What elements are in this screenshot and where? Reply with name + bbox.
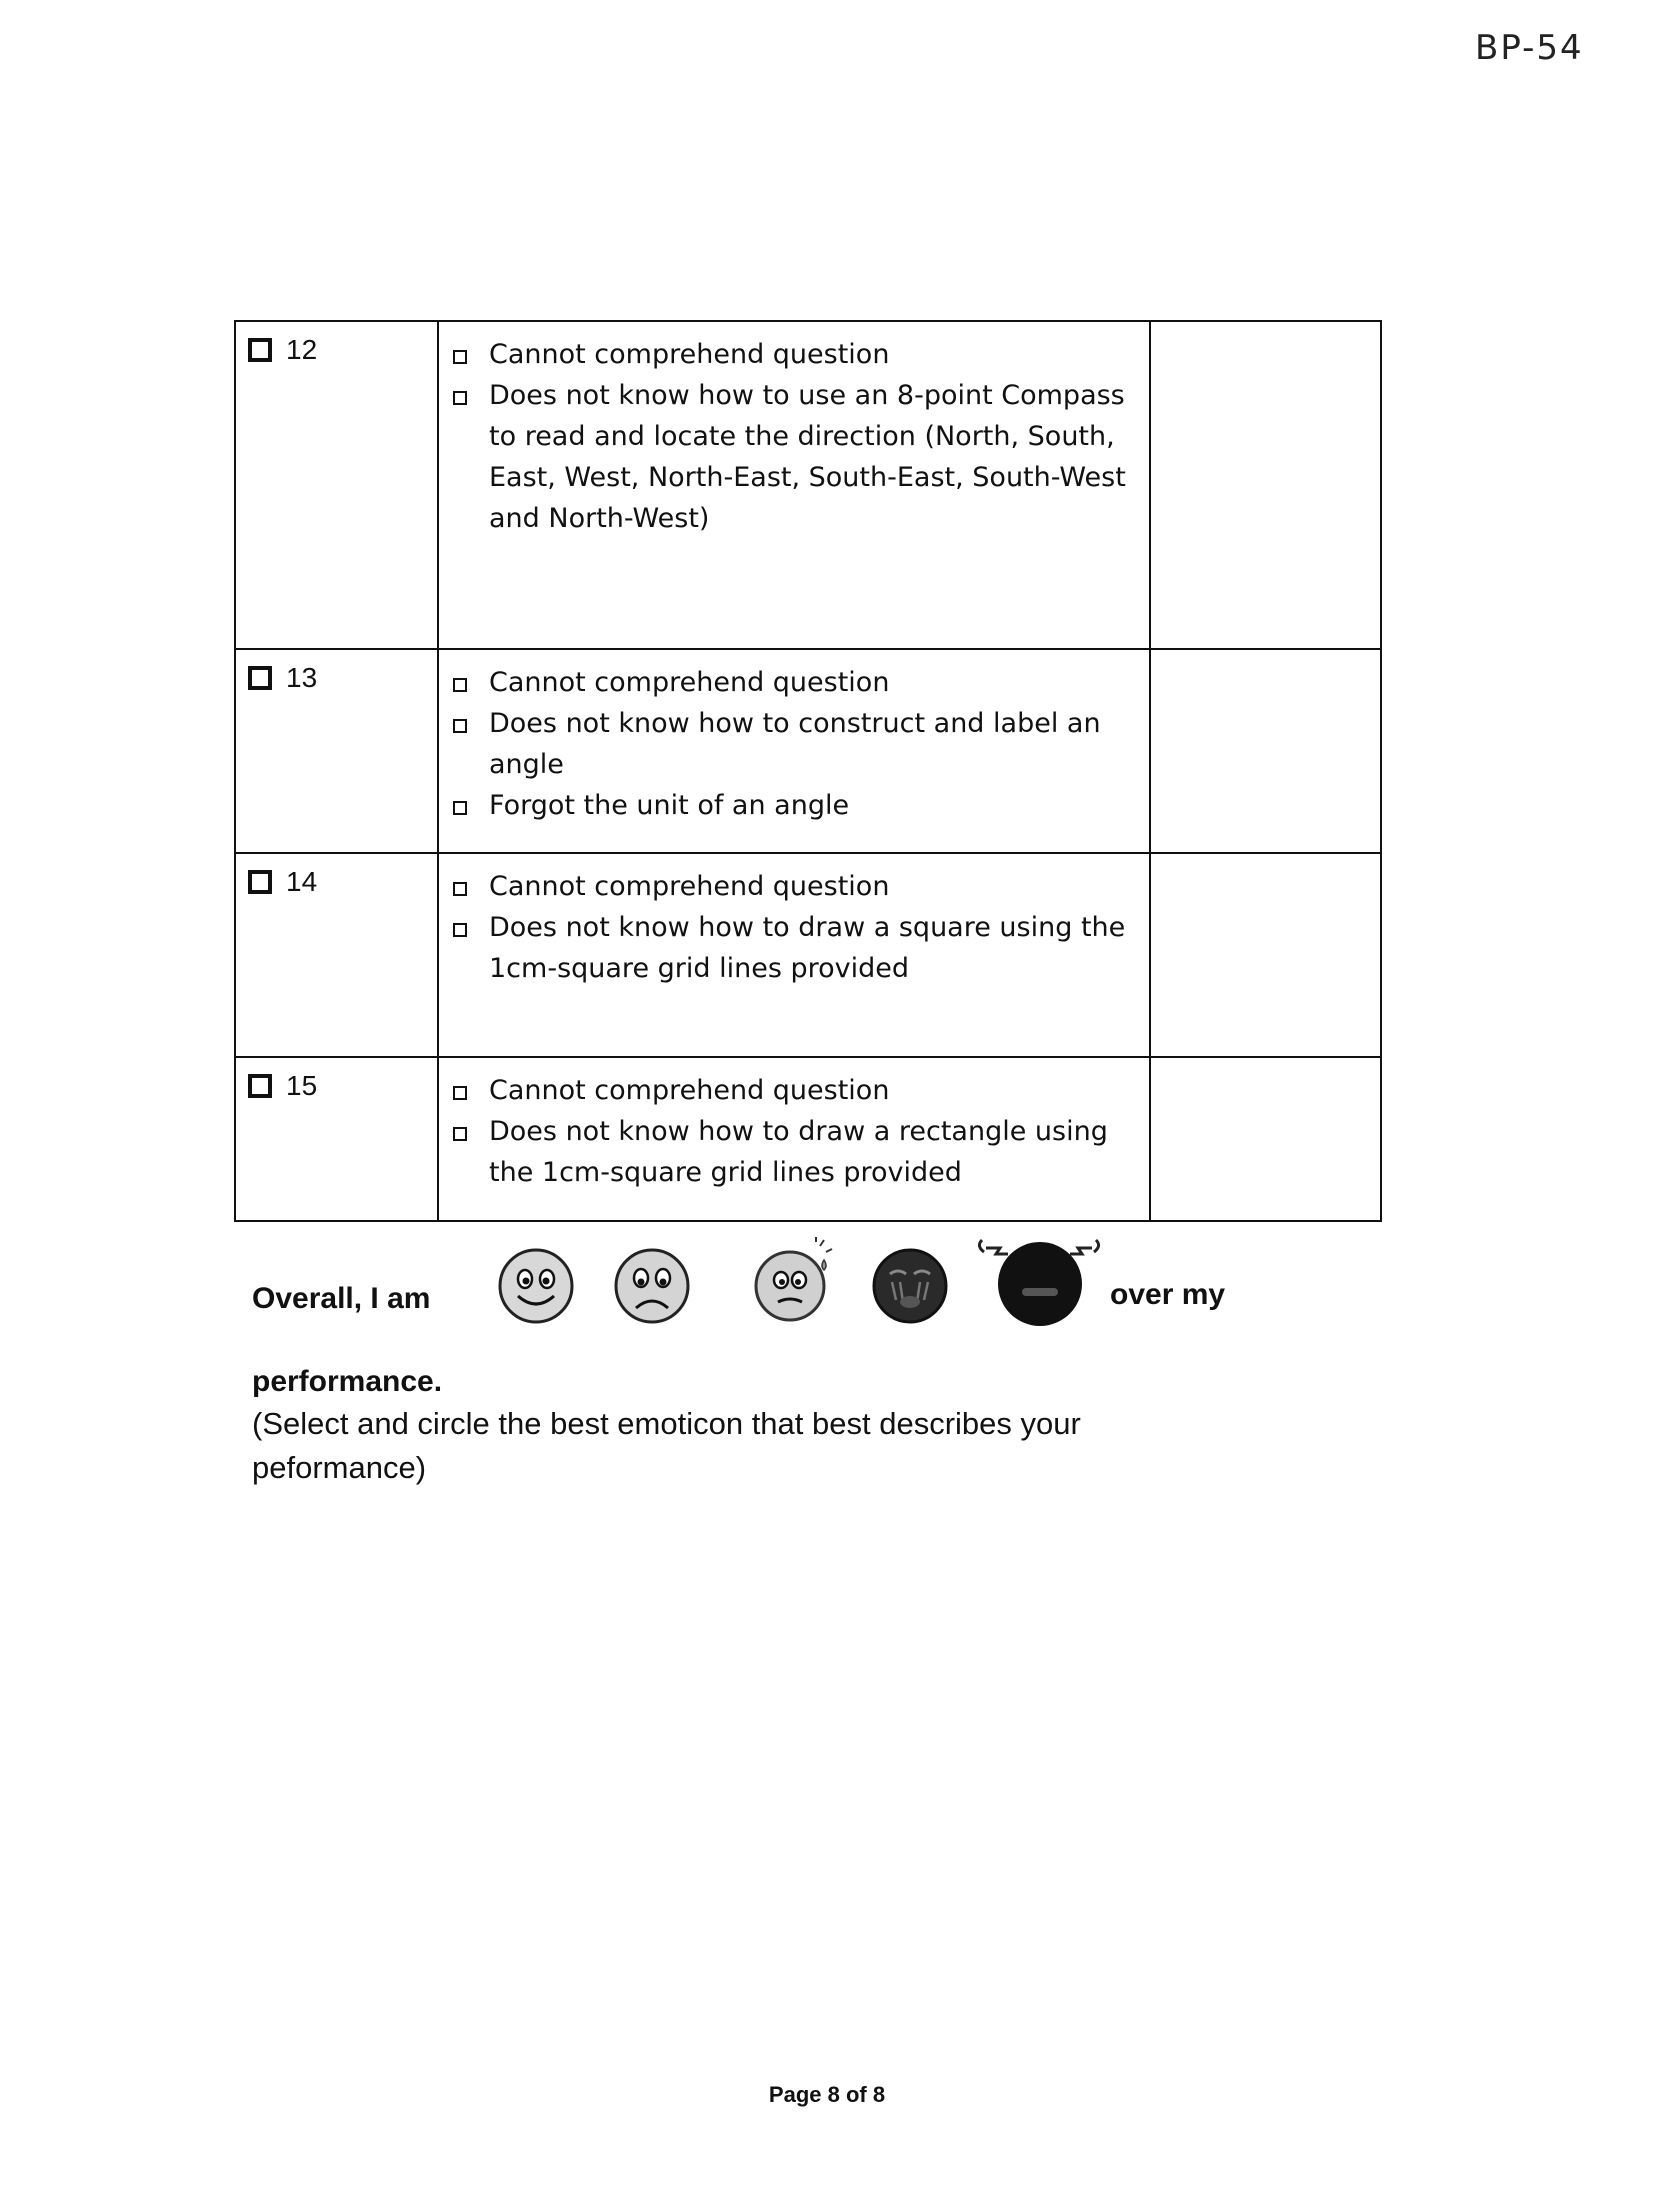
remarks-cell bbox=[1150, 1057, 1381, 1221]
reason-checkbox[interactable] bbox=[453, 923, 467, 937]
reason-checkbox[interactable] bbox=[453, 678, 467, 692]
question-cell bbox=[235, 1057, 438, 1221]
reason-text: Does not know how to use an 8-point Compass to read and locate the direction (North, South, East, West, North-East, South-East, South-West and North-West) bbox=[489, 380, 1126, 534]
reason-checkbox[interactable] bbox=[453, 719, 467, 733]
reason-checkbox[interactable] bbox=[453, 882, 467, 896]
rating-prefix: Overall, I am bbox=[252, 1282, 431, 1315]
question-number: 13 bbox=[286, 662, 318, 693]
emoticon-row bbox=[496, 1230, 1116, 1340]
crying-face-icon[interactable] bbox=[868, 1246, 952, 1326]
table-row bbox=[235, 321, 1381, 649]
reason-checkbox[interactable] bbox=[453, 1127, 467, 1141]
reason-text: Forgot the unit of an angle bbox=[489, 790, 850, 821]
question-cell bbox=[235, 649, 438, 853]
reason-item bbox=[453, 375, 1139, 539]
question-number: 15 bbox=[286, 1070, 318, 1101]
reasons-cell bbox=[438, 1057, 1150, 1221]
reason-checkbox[interactable] bbox=[453, 1086, 467, 1100]
remarks-cell bbox=[1150, 649, 1381, 853]
reason-item bbox=[453, 334, 1139, 375]
reason-text: Cannot comprehend question bbox=[489, 339, 890, 370]
angry-face-icon[interactable] bbox=[966, 1230, 1114, 1334]
question-cell bbox=[235, 321, 438, 649]
reasons-cell bbox=[438, 853, 1150, 1057]
rating-suffix: over my bbox=[1110, 1278, 1226, 1311]
reason-item bbox=[453, 662, 1139, 703]
reason-item bbox=[453, 866, 1139, 907]
reasons-cell bbox=[438, 321, 1150, 649]
page-number: Page 8 of 8 bbox=[768, 2082, 886, 2107]
happy-face-icon[interactable] bbox=[496, 1246, 576, 1326]
question-checkbox[interactable] bbox=[248, 1074, 272, 1098]
reason-text: Cannot comprehend question bbox=[489, 1075, 890, 1106]
rating-continuation: performance. bbox=[252, 1365, 443, 1398]
error-analysis-table bbox=[234, 320, 1382, 1222]
question-number: 12 bbox=[286, 334, 318, 365]
remarks-cell bbox=[1150, 321, 1381, 649]
question-checkbox[interactable] bbox=[248, 666, 272, 690]
reason-item bbox=[453, 1111, 1139, 1193]
table-row bbox=[235, 1057, 1381, 1221]
question-checkbox[interactable] bbox=[248, 870, 272, 894]
question-cell bbox=[235, 853, 438, 1057]
reasons-cell bbox=[438, 649, 1150, 853]
remarks-cell bbox=[1150, 853, 1381, 1057]
question-checkbox[interactable] bbox=[248, 338, 272, 362]
reason-text: Cannot comprehend question bbox=[489, 667, 890, 698]
reason-text: Cannot comprehend question bbox=[489, 871, 890, 902]
reason-text: Does not know how to construct and label an angle bbox=[489, 708, 1101, 780]
question-number: 14 bbox=[286, 866, 318, 897]
reason-item bbox=[453, 907, 1139, 989]
reason-checkbox[interactable] bbox=[453, 801, 467, 815]
reason-item bbox=[453, 1070, 1139, 1111]
reason-item bbox=[453, 703, 1139, 785]
worried-face-icon[interactable] bbox=[750, 1236, 836, 1326]
reason-checkbox[interactable] bbox=[453, 350, 467, 364]
sad-face-icon[interactable] bbox=[612, 1246, 692, 1326]
document-code: BP-54 bbox=[1475, 28, 1584, 68]
reason-item bbox=[453, 785, 1139, 826]
rating-instruction: (Select and circle the best emoticon that best describes your peformance) bbox=[252, 1406, 1081, 1485]
reason-text: Does not know how to draw a square using the 1cm-square grid lines provided bbox=[489, 912, 1126, 984]
reason-checkbox[interactable] bbox=[453, 391, 467, 405]
table-row bbox=[235, 853, 1381, 1057]
table-row bbox=[235, 649, 1381, 853]
reason-text: Does not know how to draw a rectangle using the 1cm-square grid lines provided bbox=[489, 1116, 1108, 1188]
